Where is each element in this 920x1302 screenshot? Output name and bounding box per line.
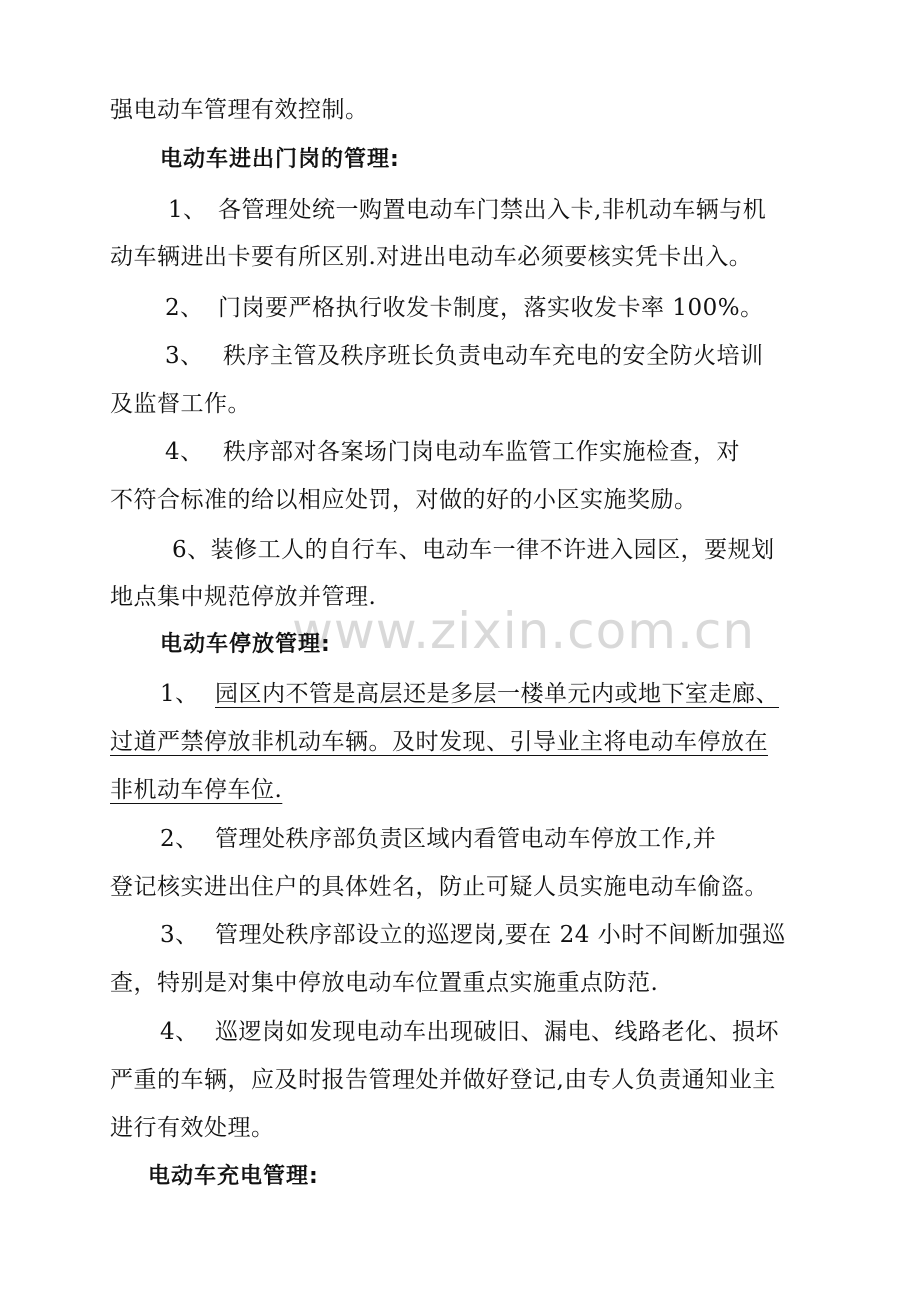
list-number: 1、 xyxy=(160,681,199,707)
list-number: 4、 xyxy=(160,1019,199,1045)
text-line: 不符合标准的给以相应处罚，对做的好的小区实施奖励。 xyxy=(110,487,698,513)
text-line: 登记核实进出住户的具体姓名，防止可疑人员实施电动车偷盗。 xyxy=(110,874,768,900)
section-heading-parking: 电动车停放管理: xyxy=(160,632,331,657)
list-number: 2、 xyxy=(160,826,199,852)
text-line: 进行有效处理。 xyxy=(110,1115,275,1141)
section-heading-charging: 电动车充电管理: xyxy=(148,1164,319,1189)
list-item xyxy=(165,293,764,323)
text-line: 强电动车管理有效控制。 xyxy=(110,97,369,123)
section-heading-gate: 电动车进出门岗的管理: xyxy=(160,147,400,172)
text-line: 过道严禁停放非机动车辆。及时发现、引导业主将电动车停放在 xyxy=(110,729,768,755)
text-line: 管理处秩序部设立的巡逻岗,要在 24 小时不间断加强巡 xyxy=(215,922,786,948)
list-number: 3、 xyxy=(165,343,204,369)
list-item xyxy=(168,195,766,225)
text-line: 各管理处统一购置电动车门禁出入卡,非机动车辆与机 xyxy=(218,197,767,223)
list-number: 2、 xyxy=(165,295,204,321)
watermark: www.zixin.com.cn xyxy=(292,602,756,660)
list-item xyxy=(160,679,779,709)
list-item xyxy=(165,437,740,467)
text-line: 查，特别是对集中停放电动车位置重点实施重点防范. xyxy=(110,970,659,996)
text-line: 管理处秩序部负责区域内看管电动车停放工作,并 xyxy=(215,826,717,852)
text-line: 动车辆进出卡要有所区别.对进出电动车必须要核实凭卡出入。 xyxy=(110,244,753,270)
text-line: 巡逻岗如发现电动车出现破旧、漏电、线路老化、损坏 xyxy=(215,1019,779,1045)
text-line: 秩序主管及秩序班长负责电动车充电的安全防火培训 xyxy=(223,343,764,369)
list-item xyxy=(165,341,764,371)
list-item xyxy=(160,1017,779,1047)
list-item xyxy=(160,920,786,950)
list-number: 1、 xyxy=(168,197,207,223)
text-line: 门岗要严格执行收发卡制度，落实收发卡率 100%。 xyxy=(218,295,764,321)
text-line: 6、装修工人的自行车、电动车一律不许进入园区，要规划 xyxy=(172,537,775,563)
list-number: 4、 xyxy=(165,439,204,465)
text-line: 秩序部对各案场门岗电动车监管工作实施检查，对 xyxy=(223,439,740,465)
text-line: 及监督工作。 xyxy=(110,391,251,417)
text-line: 严重的车辆，应及时报告管理处并做好登记,由专人负责通知业主 xyxy=(110,1067,776,1093)
text-line: 非机动车停车位. xyxy=(110,777,283,803)
text-line: 地点集中规范停放并管理. xyxy=(110,584,377,610)
list-number: 3、 xyxy=(160,922,199,948)
list-item xyxy=(160,824,716,854)
text-line: 园区内不管是高层还是多层一楼单元内或地下室走廊、 xyxy=(215,681,779,707)
